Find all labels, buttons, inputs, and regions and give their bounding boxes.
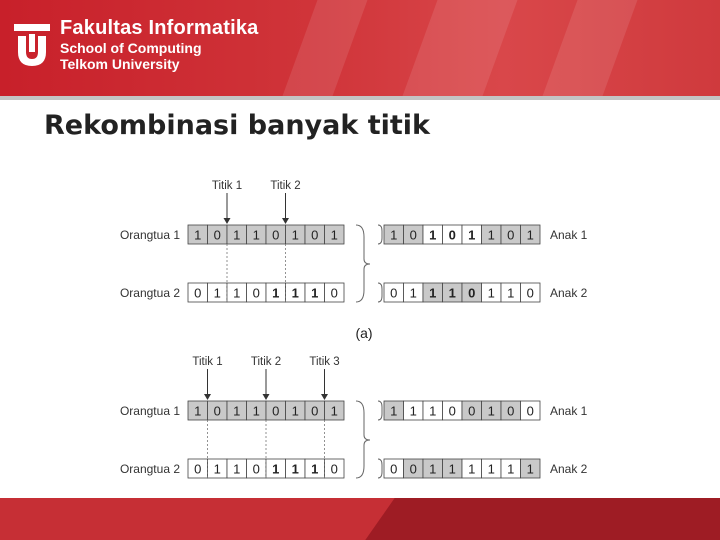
parent1-bit: 1: [194, 403, 202, 419]
child1-bit: 1: [429, 403, 437, 419]
parent1-bit: 1: [330, 403, 338, 419]
panel-a: [120, 180, 588, 341]
parent-label: Orangtua 2: [119, 286, 180, 300]
parent2-bit: 0: [194, 285, 202, 301]
parent2-bit: 0: [330, 461, 338, 477]
child-label: Anak 1: [550, 404, 588, 418]
child-label: Anak 2: [550, 462, 588, 476]
child-label: Anak 1: [550, 228, 588, 242]
child2-bit: 1: [507, 461, 515, 477]
parent2-bit: 1: [272, 461, 280, 477]
panel-b: [120, 356, 588, 517]
bracket-open: [378, 283, 382, 302]
parent2-bit: 0: [330, 285, 338, 301]
crossover-arrow-head: [263, 394, 270, 400]
parent1-bit: 1: [330, 227, 338, 243]
child1-bit: 1: [390, 403, 398, 419]
panel-caption: (a): [355, 325, 373, 341]
child-label: Anak 2: [550, 286, 588, 300]
parent1-bit: 1: [233, 227, 241, 243]
child1-bit: 1: [429, 227, 437, 243]
child1-bit: 0: [448, 227, 456, 243]
parent1-bit: 0: [272, 227, 280, 243]
parent2-bit: 1: [233, 285, 241, 301]
brand-subtitle-university: Telkom University: [60, 56, 180, 72]
page-title: Rekombinasi banyak titik: [44, 110, 430, 141]
parent2-bit: 0: [194, 461, 202, 477]
bracket-open: [378, 459, 382, 478]
child1-bit: 1: [526, 227, 534, 243]
child2-bit: 1: [429, 461, 437, 477]
crossover-arrow-head: [321, 394, 328, 400]
parent1-bit: 0: [311, 227, 319, 243]
bracket-open: [378, 401, 382, 420]
child1-bit: 1: [390, 227, 398, 243]
parent-label: Orangtua 1: [119, 404, 180, 418]
crossover-point-label: Titik 1: [211, 180, 243, 192]
parent2-bit: 1: [233, 461, 241, 477]
parent1-bit: 1: [194, 227, 202, 243]
child2-bit: 0: [468, 285, 476, 301]
crossover-point-label: Titik 3: [309, 356, 340, 368]
child1-bit: 0: [409, 227, 417, 243]
crossover-arrow-head: [204, 394, 211, 400]
child2-bit: 0: [390, 461, 398, 477]
parent2-bit: 1: [213, 461, 221, 477]
parent2-bit: 1: [291, 461, 299, 477]
brace-connector: [356, 225, 370, 302]
child1-bit: 0: [448, 403, 456, 419]
child2-bit: 0: [390, 285, 398, 301]
crossover-point-label: Titik 2: [250, 356, 282, 368]
parent1-bit: 1: [252, 227, 260, 243]
child2-bit: 1: [468, 461, 476, 477]
parent1-bit: 1: [252, 403, 260, 419]
child2-bit: 0: [526, 285, 534, 301]
child2-bit: 1: [526, 461, 534, 477]
parent2-bit: 1: [311, 461, 319, 477]
child2-bit: 1: [487, 461, 495, 477]
brand-subtitle-school: School of Computing: [60, 40, 202, 56]
parent1-bit: 1: [233, 403, 241, 419]
crossover-arrow-head: [282, 218, 289, 224]
child2-bit: 1: [429, 285, 437, 301]
crossover-point-label: Titik 1: [192, 356, 223, 368]
parent2-bit: 1: [213, 285, 221, 301]
parent2-bit: 0: [252, 285, 260, 301]
child2-bit: 1: [448, 285, 456, 301]
brace-connector: [356, 401, 370, 478]
parent1-bit: 0: [213, 403, 221, 419]
parent2-bit: 1: [272, 285, 280, 301]
child1-bit: 0: [507, 227, 515, 243]
parent1-bit: 0: [272, 403, 280, 419]
parent1-bit: 1: [291, 227, 299, 243]
parent-label: Orangtua 2: [119, 462, 180, 476]
parent1-bit: 0: [213, 227, 221, 243]
footer-band: [0, 498, 720, 540]
child2-bit: 1: [487, 285, 495, 301]
bracket-open: [378, 225, 382, 244]
child1-bit: 1: [409, 403, 417, 419]
parent2-bit: 1: [311, 285, 319, 301]
child1-bit: 0: [526, 403, 534, 419]
child2-bit: 1: [448, 461, 456, 477]
child2-bit: 0: [409, 461, 417, 477]
brand-name: Fakultas Informatika: [60, 17, 259, 39]
child1-bit: 1: [487, 403, 495, 419]
parent-label: Orangtua 1: [119, 228, 180, 242]
parent1-bit: 1: [291, 403, 299, 419]
child1-bit: 1: [468, 227, 476, 243]
parent2-bit: 1: [291, 285, 299, 301]
crossover-arrow-head: [224, 218, 231, 224]
crossover-point-label: Titik 2: [270, 180, 301, 192]
parent1-bit: 0: [311, 403, 319, 419]
child1-bit: 0: [507, 403, 515, 419]
child2-bit: 1: [409, 285, 417, 301]
child1-bit: 1: [487, 227, 495, 243]
parent2-bit: 0: [252, 461, 260, 477]
child1-bit: 0: [468, 403, 476, 419]
child2-bit: 1: [507, 285, 515, 301]
